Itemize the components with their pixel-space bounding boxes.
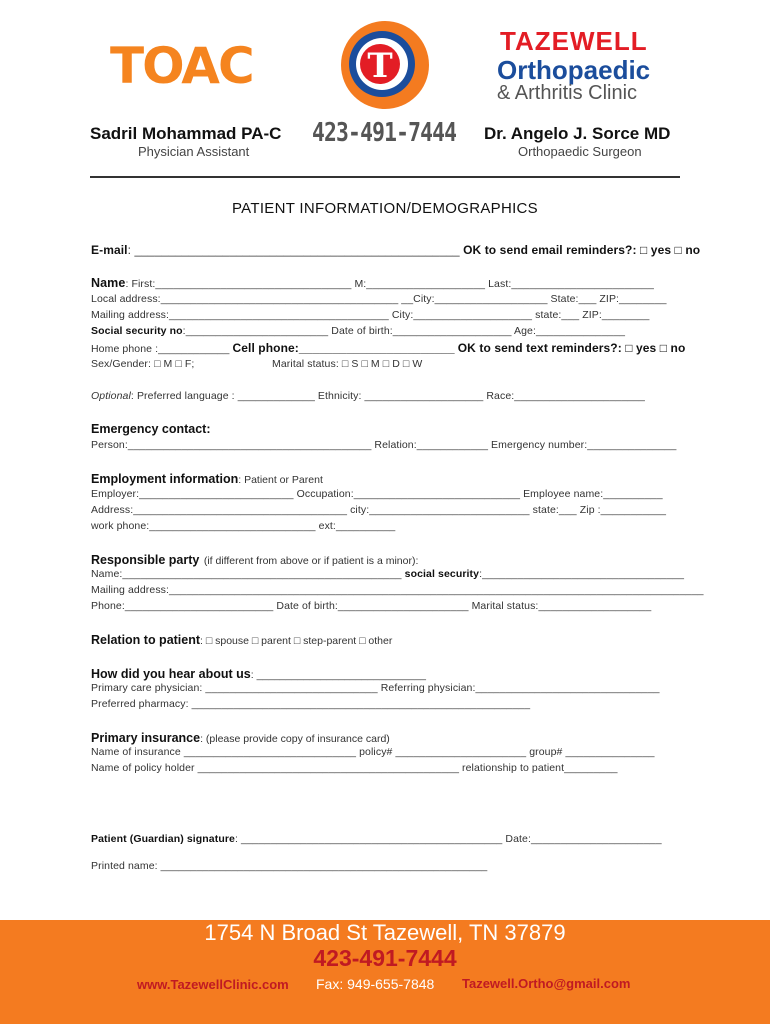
optional-fields[interactable]: : Preferred language : _____________ Ethnicity: ____________________ Race:______________________ (130, 390, 645, 402)
insurance-heading (91, 729, 390, 747)
pharmacy-field[interactable]: Preferred pharmacy: _________________________________________________________ (91, 698, 531, 710)
printed-name-field[interactable]: Printed name: _______________________________________________________ (91, 860, 488, 872)
header-phone: 423-491-7444 (312, 118, 457, 148)
relation-options[interactable]: : □ spouse □ parent □ step-parent □ other (200, 635, 393, 647)
email-reminder-option[interactable]: OK to send email reminders?: □ yes □ no (463, 243, 701, 257)
emergency-contact-field[interactable]: Person:_________________________________________ Relation:____________ Emergency number:_______________ (91, 439, 677, 451)
email-label: E-mail (91, 243, 128, 257)
insurance-title: Primary insurance (91, 731, 201, 745)
phone-row[interactable] (91, 341, 685, 355)
pa-title: Physician Assistant (138, 144, 250, 159)
responsible-heading (91, 551, 418, 569)
optional-row[interactable] (91, 390, 645, 402)
responsible-mailing-field[interactable]: Mailing address:__________________________________________________________________________________________ (91, 584, 704, 596)
responsible-phone-field[interactable]: Phone:_________________________ Date of birth:______________________ Marital status:___________________ (91, 600, 652, 612)
footer-fax: Fax: 949-655-7848 (316, 976, 435, 992)
hear-row[interactable] (91, 665, 426, 683)
optional-label: Optional (91, 390, 131, 402)
pa-name: Sadril Mohammad PA-C (90, 124, 282, 143)
signature-field[interactable]: : ____________________________________________ Date:______________________ (235, 833, 662, 845)
employment-note: : Patient or Parent (238, 474, 323, 486)
header-divider (90, 176, 680, 178)
ssn-row[interactable] (91, 325, 625, 337)
clinic-name-line2: Orthopaedic (497, 55, 651, 85)
footer-email-link[interactable]: Tazewell.Ortho@gmail.com (462, 976, 631, 991)
responsible-note: (if different from above or if patient is a minor): (203, 555, 419, 567)
primary-care-field[interactable]: Primary care physician: _____________________________ Referring physician:_______________________________ (91, 682, 660, 694)
name-field[interactable]: : First:_________________________________ M:____________________ Last:________________________ (125, 278, 654, 290)
ssn-field[interactable]: :________________________ Date of birth:____________________ Age:_______________ (182, 325, 626, 337)
employment-title: Employment information (91, 472, 239, 486)
insurance-name-field[interactable]: Name of insurance _____________________________ policy# ______________________ group# _______________ (91, 746, 655, 758)
doctor-title: Orthopaedic Surgeon (518, 144, 642, 159)
cell-phone-field[interactable]: Cell phone:_______________________ (232, 341, 455, 355)
form-title: PATIENT INFORMATION/DEMOGRAPHICS (231, 200, 538, 217)
employer-address-field[interactable]: Address:____________________________________ city:___________________________ state:___ Zip :___________ (91, 504, 667, 516)
clinic-emblem-logo (340, 20, 430, 110)
home-phone-field[interactable]: Home phone :____________ (91, 343, 230, 355)
insurance-note: : (please provide copy of insurance card) (200, 733, 390, 745)
relation-row[interactable] (91, 631, 392, 649)
employment-heading (91, 470, 323, 488)
email-row[interactable] (91, 243, 700, 257)
name-row[interactable] (91, 276, 654, 290)
relation-title: Relation to patient (91, 633, 201, 647)
mailing-address-field[interactable]: Mailing address:_____________________________________ City:____________________ state:___ ZIP:________ (91, 309, 650, 321)
clinic-name: TAZEWELL (500, 26, 648, 56)
name-label: Name (91, 276, 126, 290)
work-phone-field[interactable]: work phone:____________________________ ext:__________ (91, 520, 396, 532)
doctor-name: Dr. Angelo J. Sorce MD (484, 124, 671, 143)
responsible-title: Responsible party (91, 553, 200, 567)
text-reminder-option[interactable]: OK to send text reminders?: □ yes □ no (457, 341, 686, 355)
employer-field[interactable]: Employer:__________________________ Occupation:____________________________ Employee name:__________ (91, 488, 663, 500)
signature-label: Patient (Guardian) signature (91, 833, 235, 845)
responsible-ssn-label: social security (404, 568, 480, 580)
hear-field[interactable]: : _____________________________ (250, 669, 426, 681)
responsible-name-field[interactable]: Name:_______________________________________________ (91, 568, 402, 580)
emblem-letter: T (367, 46, 393, 86)
hear-title: How did you hear about us (91, 667, 251, 681)
policy-holder-field[interactable]: Name of policy holder ____________________________________________ relationship to patient_________ (91, 762, 618, 774)
clinic-name-line3: & Arthritis Clinic (497, 82, 638, 104)
toac-logo: TOAC (110, 37, 253, 95)
emergency-title: Emergency contact: (91, 422, 211, 436)
footer-website-link[interactable]: www.TazewellClinic.com (137, 977, 289, 992)
local-address-field[interactable]: Local address:________________________________________ __City:___________________ State:___ ZIP:________ (91, 293, 667, 305)
email-field[interactable]: : ________________________________________________ (127, 243, 460, 257)
marital-status-field[interactable]: Marital status: □ S □ M □ D □ W (272, 358, 423, 370)
footer-phone: 423-491-7444 (313, 945, 457, 971)
ssn-label: Social security no (91, 325, 183, 337)
footer-address: 1754 N Broad St Tazewell, TN 37879 (204, 920, 566, 945)
sex-gender-field[interactable]: Sex/Gender: □ M □ F; (91, 358, 195, 370)
signature-row[interactable] (91, 833, 662, 845)
responsible-ssn-field[interactable]: :__________________________________ (479, 568, 685, 580)
responsible-name-row[interactable] (91, 568, 684, 580)
